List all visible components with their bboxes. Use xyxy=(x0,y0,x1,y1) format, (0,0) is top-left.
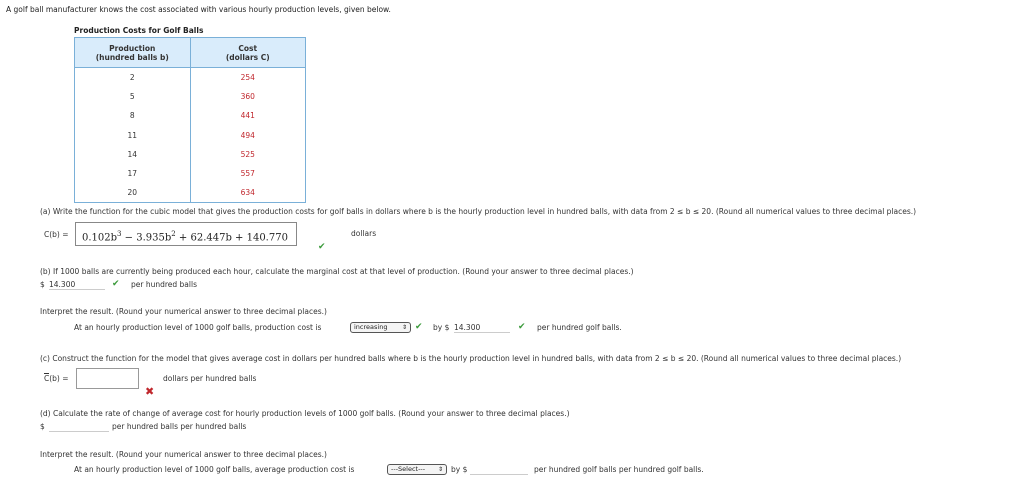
part-d-answer-field[interactable] xyxy=(49,421,109,432)
cost-cell: 634 xyxy=(190,183,306,202)
correct-check-icon: ✔ xyxy=(318,242,326,252)
table-row xyxy=(75,145,306,164)
part-a-answer-field[interactable] xyxy=(75,222,297,246)
part-d-question: (d) Calculate the rate of change of average cost for hourly production levels of 1000 golf balls. (Round your answer to three decimal places.) xyxy=(40,409,570,418)
answer-term-3: + 62.447b + 140.770 xyxy=(175,232,288,244)
production-cell: 8 xyxy=(75,106,191,125)
header-cost-line2: (dollars C) xyxy=(225,52,270,62)
part-b-answer-field[interactable]: 14.300 xyxy=(49,279,105,290)
correct-check-icon: ✔ xyxy=(112,279,120,289)
part-c-lhs xyxy=(44,374,69,383)
part-c-answer-field[interactable] xyxy=(76,368,139,389)
select-value: increasing xyxy=(354,323,388,331)
part-b-rate-field[interactable]: 14.300 xyxy=(454,322,510,333)
answer-term-1: 0.102b xyxy=(82,232,118,244)
cost-cell: 254 xyxy=(190,68,306,87)
part-a-question: (a) Write the function for the cubic model that gives the production costs for golf balls in dollars where b is the hourly production level in hundred balls, with data from 2 ≤ b ≤ 20. (Round all numerical values to three decimal places.) xyxy=(40,207,917,216)
exponent-2: 2 xyxy=(171,230,176,238)
cost-cell: 441 xyxy=(190,106,306,125)
table-row xyxy=(75,68,306,87)
part-b-trend-select[interactable] xyxy=(350,322,411,333)
part-a-lhs: C(b) = xyxy=(44,230,69,239)
part-d-interpret: Interpret the result. (Round your numerical answer to three decimal places.) xyxy=(40,450,327,459)
cost-cell: 557 xyxy=(190,164,306,183)
part-b-interpret: Interpret the result. (Round your numerical answer to three decimal places.) xyxy=(40,307,327,316)
part-b-tail: per hundred golf balls. xyxy=(537,323,622,332)
cost-cell: 494 xyxy=(190,125,306,144)
select-value: ---Select--- xyxy=(391,465,426,473)
part-c-question: (c) Construct the function for the model that gives average cost in dollars per hundred balls where b is the hourly production level in hundred balls, with data from 2 ≤ b ≤ 20. (Round all numerical values to three decimal places.) xyxy=(40,354,902,363)
part-d-unit: per hundred balls per hundred balls xyxy=(112,422,247,431)
part-b-unit: per hundred balls xyxy=(131,280,197,289)
production-cell: 11 xyxy=(75,125,191,144)
part-b-dollar: $ xyxy=(40,280,45,289)
part-b-sentence: At an hourly production level of 1000 golf balls, production cost is xyxy=(74,323,322,332)
correct-check-icon: ✔ xyxy=(518,322,526,332)
header-production-line2: (hundred balls b) xyxy=(95,52,169,62)
production-table xyxy=(74,37,306,203)
production-cell: 17 xyxy=(75,164,191,183)
header-cost-line1: Cost xyxy=(238,43,258,53)
header-production-line1: Production xyxy=(109,43,156,53)
intro-text: A golf ball manufacturer knows the cost associated with various hourly production levels, given below. xyxy=(6,5,391,14)
header-production xyxy=(75,38,191,68)
correct-check-icon: ✔ xyxy=(415,322,423,332)
part-d-trend-select[interactable] xyxy=(387,464,447,475)
header-cost xyxy=(190,38,306,68)
production-cell: 5 xyxy=(75,87,191,106)
c-bar-symbol: C xyxy=(44,374,50,383)
part-b-question: (b) If 1000 balls are currently being produced each hour, calculate the marginal cost at that level of production. (Round your answer to three decimal places.) xyxy=(40,267,634,276)
select-arrow-icon: ⇕ xyxy=(401,324,407,331)
incorrect-cross-icon: ✖ xyxy=(145,385,155,398)
select-arrow-icon: ⇕ xyxy=(437,466,443,473)
cost-cell: 360 xyxy=(190,87,306,106)
part-d-tail: per hundred golf balls per hundred golf balls. xyxy=(534,465,704,474)
production-cell: 20 xyxy=(75,183,191,202)
table-row xyxy=(75,87,306,106)
answer-term-2: − 3.935b xyxy=(121,232,172,244)
part-b-by: by $ xyxy=(433,323,450,332)
table-row xyxy=(75,183,306,202)
part-d-dollar: $ xyxy=(40,422,45,431)
production-cell: 14 xyxy=(75,145,191,164)
table-row xyxy=(75,106,306,125)
table-title: Production Costs for Golf Balls xyxy=(74,26,204,35)
exponent-3: 3 xyxy=(117,230,122,238)
cost-cell: 525 xyxy=(190,145,306,164)
part-d-by: by $ xyxy=(451,465,468,474)
table-row xyxy=(75,164,306,183)
part-c-unit: dollars per hundred balls xyxy=(163,374,257,383)
production-cell: 2 xyxy=(75,68,191,87)
part-d-rate-field[interactable] xyxy=(470,464,528,475)
part-a-unit: dollars xyxy=(351,229,377,238)
part-c-lhs-rest: (b) = xyxy=(49,374,69,383)
part-d-sentence: At an hourly production level of 1000 golf balls, average production cost is xyxy=(74,465,355,474)
table-row xyxy=(75,125,306,144)
